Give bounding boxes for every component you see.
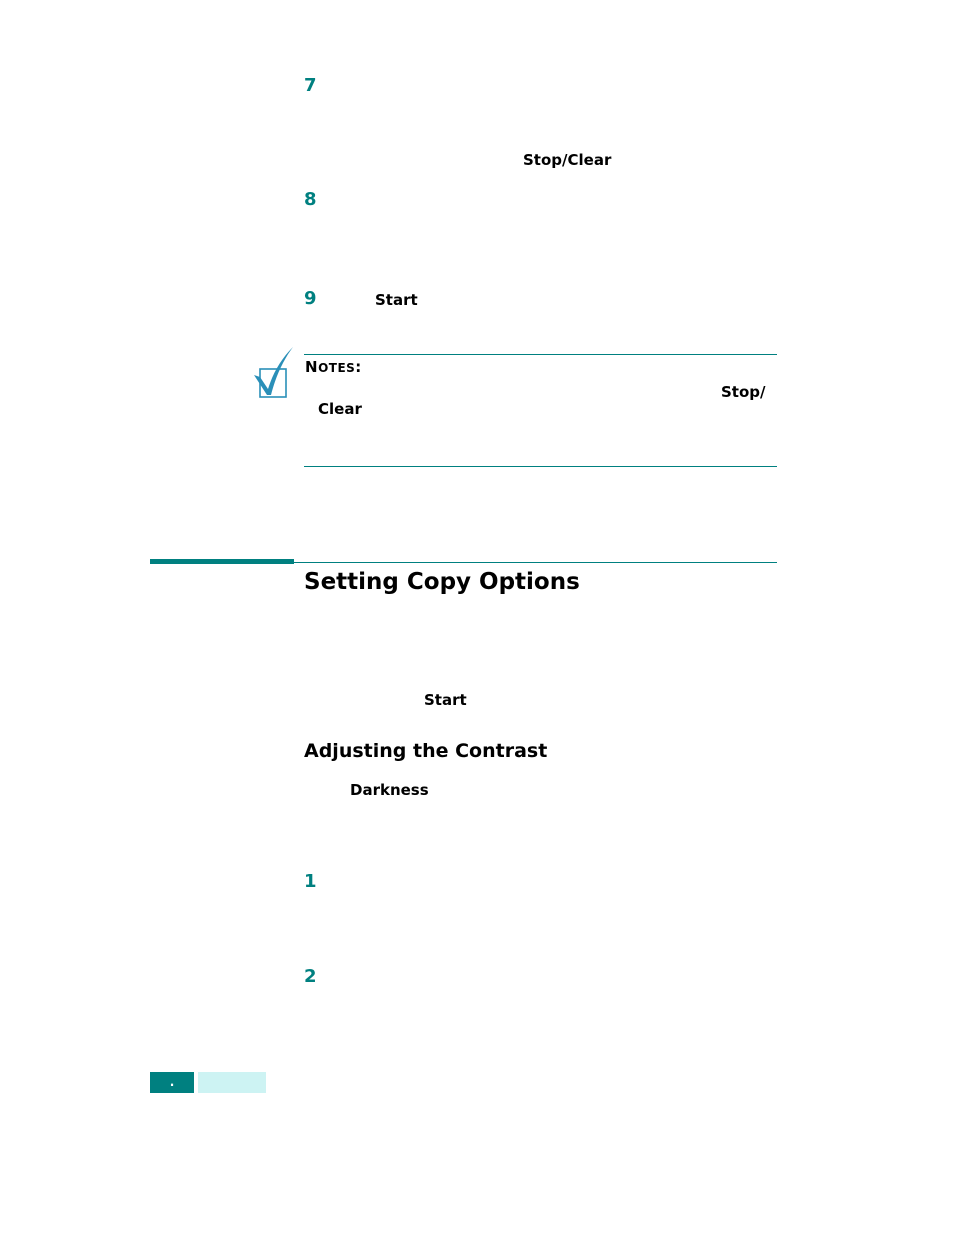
subsection-step-number-2: 2 (304, 966, 317, 987)
checkmark-note-icon (251, 345, 295, 401)
section-rule (294, 562, 777, 563)
step-number-7: 7 (304, 75, 317, 96)
footer-chapter-box (198, 1072, 266, 1093)
step-number-9: 9 (304, 288, 317, 309)
notes-bold-term-line2: Clear (318, 400, 362, 418)
notes-top-rule (304, 354, 777, 355)
section-title: Setting Copy Options (304, 569, 580, 595)
subsection-step-number-1: 1 (304, 871, 317, 892)
footer-page-number-box: . (150, 1072, 194, 1093)
section-bold-term: Start (424, 691, 467, 709)
step-number-8: 8 (304, 189, 317, 210)
subsection-title: Adjusting the Contrast (304, 740, 548, 762)
notes-bottom-rule (304, 466, 777, 467)
step-9-bold-term: Start (375, 291, 418, 309)
section-accent-bar (150, 559, 294, 564)
notes-bold-term-line1: Stop/ (721, 383, 766, 401)
subsection-bold-term: Darkness (350, 781, 429, 799)
notes-label: NOTES: (305, 358, 362, 376)
step-7-bold-term: Stop/Clear (523, 151, 612, 169)
